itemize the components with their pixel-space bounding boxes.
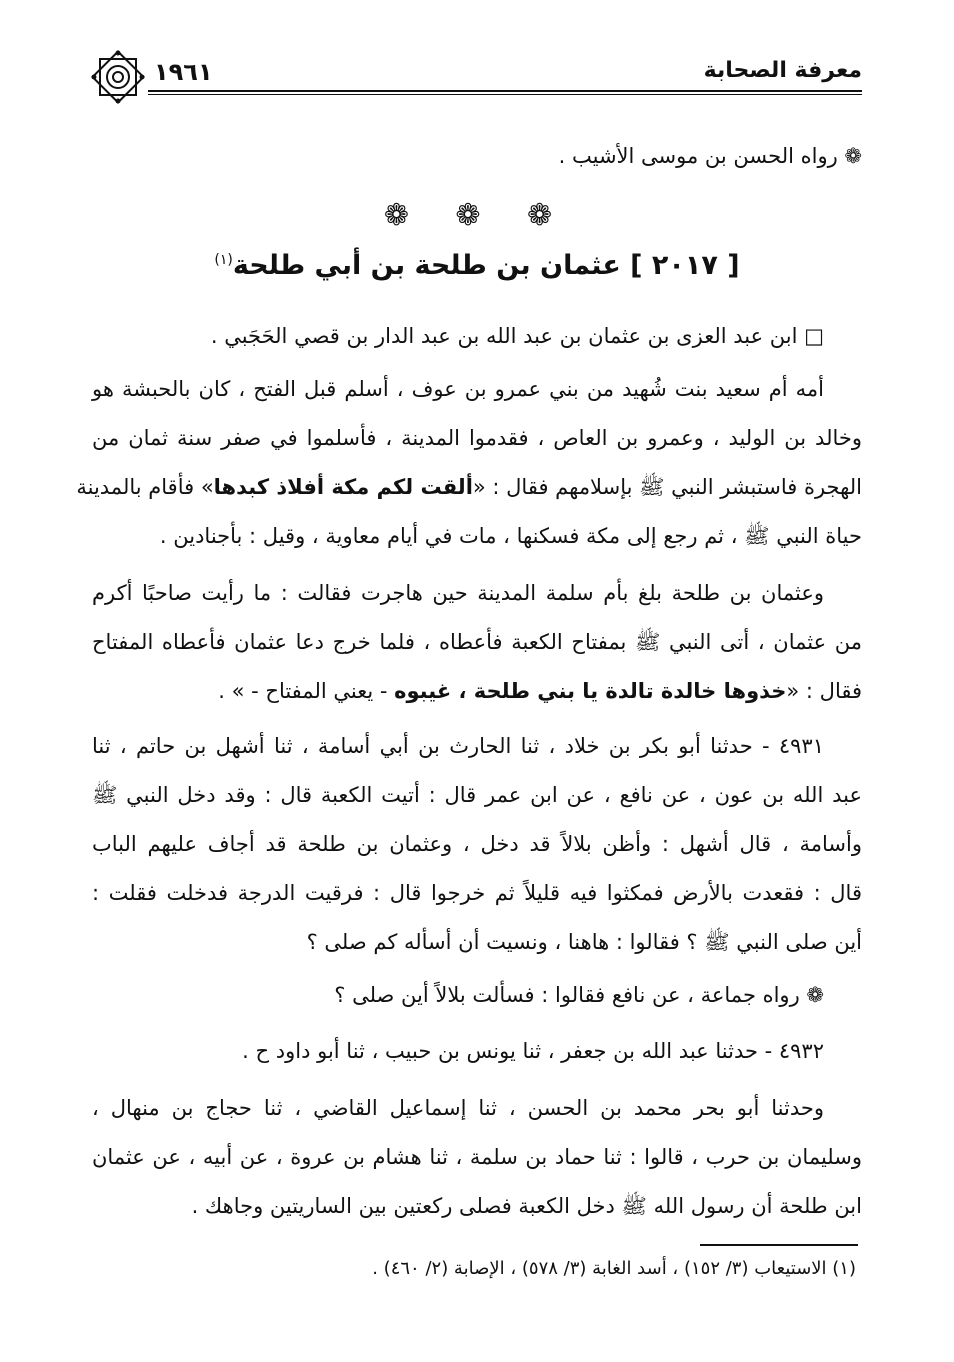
story-line-3-a: فقال : « (786, 679, 862, 703)
page-number: ١٩٦١ (154, 58, 213, 86)
header-rule-thin (148, 94, 862, 95)
bio-line-3 (76, 472, 862, 502)
footnote-rule (700, 1244, 858, 1246)
hadith-4931-line-5: أين صلى النبي ﷺ ؟ فقالوا : هاهنا ، ونسيت أن أسأله كم صلى ؟ (306, 930, 862, 954)
hadith-quote-2: خذوها خالدة تالدة يا بني طلحة ، غيبوه (394, 679, 787, 703)
story-line-3 (218, 676, 862, 706)
entry-title-text: [ ٢٠١٧ ] عثمان بن طلحة بن أبي طلحة (232, 250, 740, 281)
hadith-4931-line-1: ٤٩٣١ - حدثنا أبو بكر بن خلاد ، ثنا الحارث بن أبي أسامة ، ثنا أشهل بن حاتم ، ثنا (92, 734, 824, 758)
lineage-line: □ ابن عبد العزى بن عثمان بن عبد الله بن عبد الدار بن قصي الحَجَبي . (210, 324, 824, 348)
footnote: (١) الاستيعاب (٣/ ١٥٢) ، أسد الغابة (٣/ ٥٧٨) ، الإصابة (٢/ ٤٦٠) . (372, 1258, 856, 1279)
bio-line-2: وخالد بن الوليد ، وعمرو بن العاص ، فقدموا المدينة ، فأسلموا في صفر سنة ثمان من (92, 426, 862, 450)
hadith-4931-line-4: قال : فقعدت بالأرض فمكثوا فيه قليلاً ثم خرجوا قال : فرقيت الدرجة فدخلت فقلت : (92, 881, 862, 905)
section-separator: ❁ ❁ ❁ (383, 198, 571, 233)
bio-line-3-c: » فأقام بالمدينة (76, 475, 214, 499)
footnote-marker: (١) (214, 252, 233, 268)
hadith-4932-line-2: وحدثنا أبو بحر محمد بن الحسن ، ثنا إسماعيل القاضي ، ثنا حجاج بن منهال ، (92, 1096, 824, 1120)
octagram-ornament-icon (88, 44, 148, 110)
hadith-4932-line-4: ابن طلحة أن رسول الله ﷺ دخل الكعبة فصلى ركعتين بين الساريتين وجاهك . (191, 1194, 862, 1218)
hadith-4932-line-1: ٤٩٣٢ - حدثنا عبد الله بن جعفر ، ثنا يونس بن حبيب ، ثنا أبو داود ح . (242, 1039, 824, 1063)
entry-title (0, 250, 954, 281)
hadith-4931-line-2: عبد الله بن عون ، عن نافع ، عن ابن عمر قال : أتيت الكعبة قال : وقد دخل النبي ﷺ (92, 783, 862, 807)
story-line-1: وعثمان بن طلحة بلغ بأم سلمة المدينة حين هاجرت فقالت : ما رأيت صاحبًا أكرم (92, 581, 824, 605)
page-header (88, 44, 862, 116)
hadith-quote-1: ألقت لكم مكة أفلاذ كبدها (213, 475, 473, 499)
story-line-2: من عثمان ، أتى النبي ﷺ بمفتاح الكعبة فأعطاه ، فلما خرج دعا عثمان فأعطاه المفتاح (92, 630, 862, 654)
hadith-4932-line-3: وسليمان بن حرب ، قالوا : ثنا حماد بن سلمة ، ثنا هشام بن عروة ، عن أبيه ، عن عثمان (92, 1145, 862, 1169)
header-rule (148, 90, 862, 92)
bio-line-1: أمه أم سعيد بنت شُهيد من بني عمرو بن عوف ، أسلم قبل الفتح ، كان بالحبشة هو (92, 377, 824, 401)
bio-line-3-a: الهجرة فاستبشر النبي ﷺ بإسلامهم فقال : « (472, 475, 862, 499)
running-title: معرفة الصحابة (703, 58, 862, 83)
narration-note-2: ❁ رواه جماعة ، عن نافع فقالوا : فسألت بلالاً أين صلى ؟ (334, 983, 824, 1007)
story-line-3-c: - يعني المفتاح - » . (218, 679, 395, 703)
hadith-4931-line-3: وأسامة ، قال أشهل : وأظن بلالاً قد دخل ، وعثمان بن طلحة قد أجاف عليهم الباب (92, 832, 862, 856)
bio-line-4: حياة النبي ﷺ ، ثم رجع إلى مكة فسكنها ، مات في أيام معاوية ، وقيل : بأجنادين . (159, 524, 862, 548)
narration-note: ❁ رواه الحسن بن موسى الأشيب . (558, 144, 862, 168)
